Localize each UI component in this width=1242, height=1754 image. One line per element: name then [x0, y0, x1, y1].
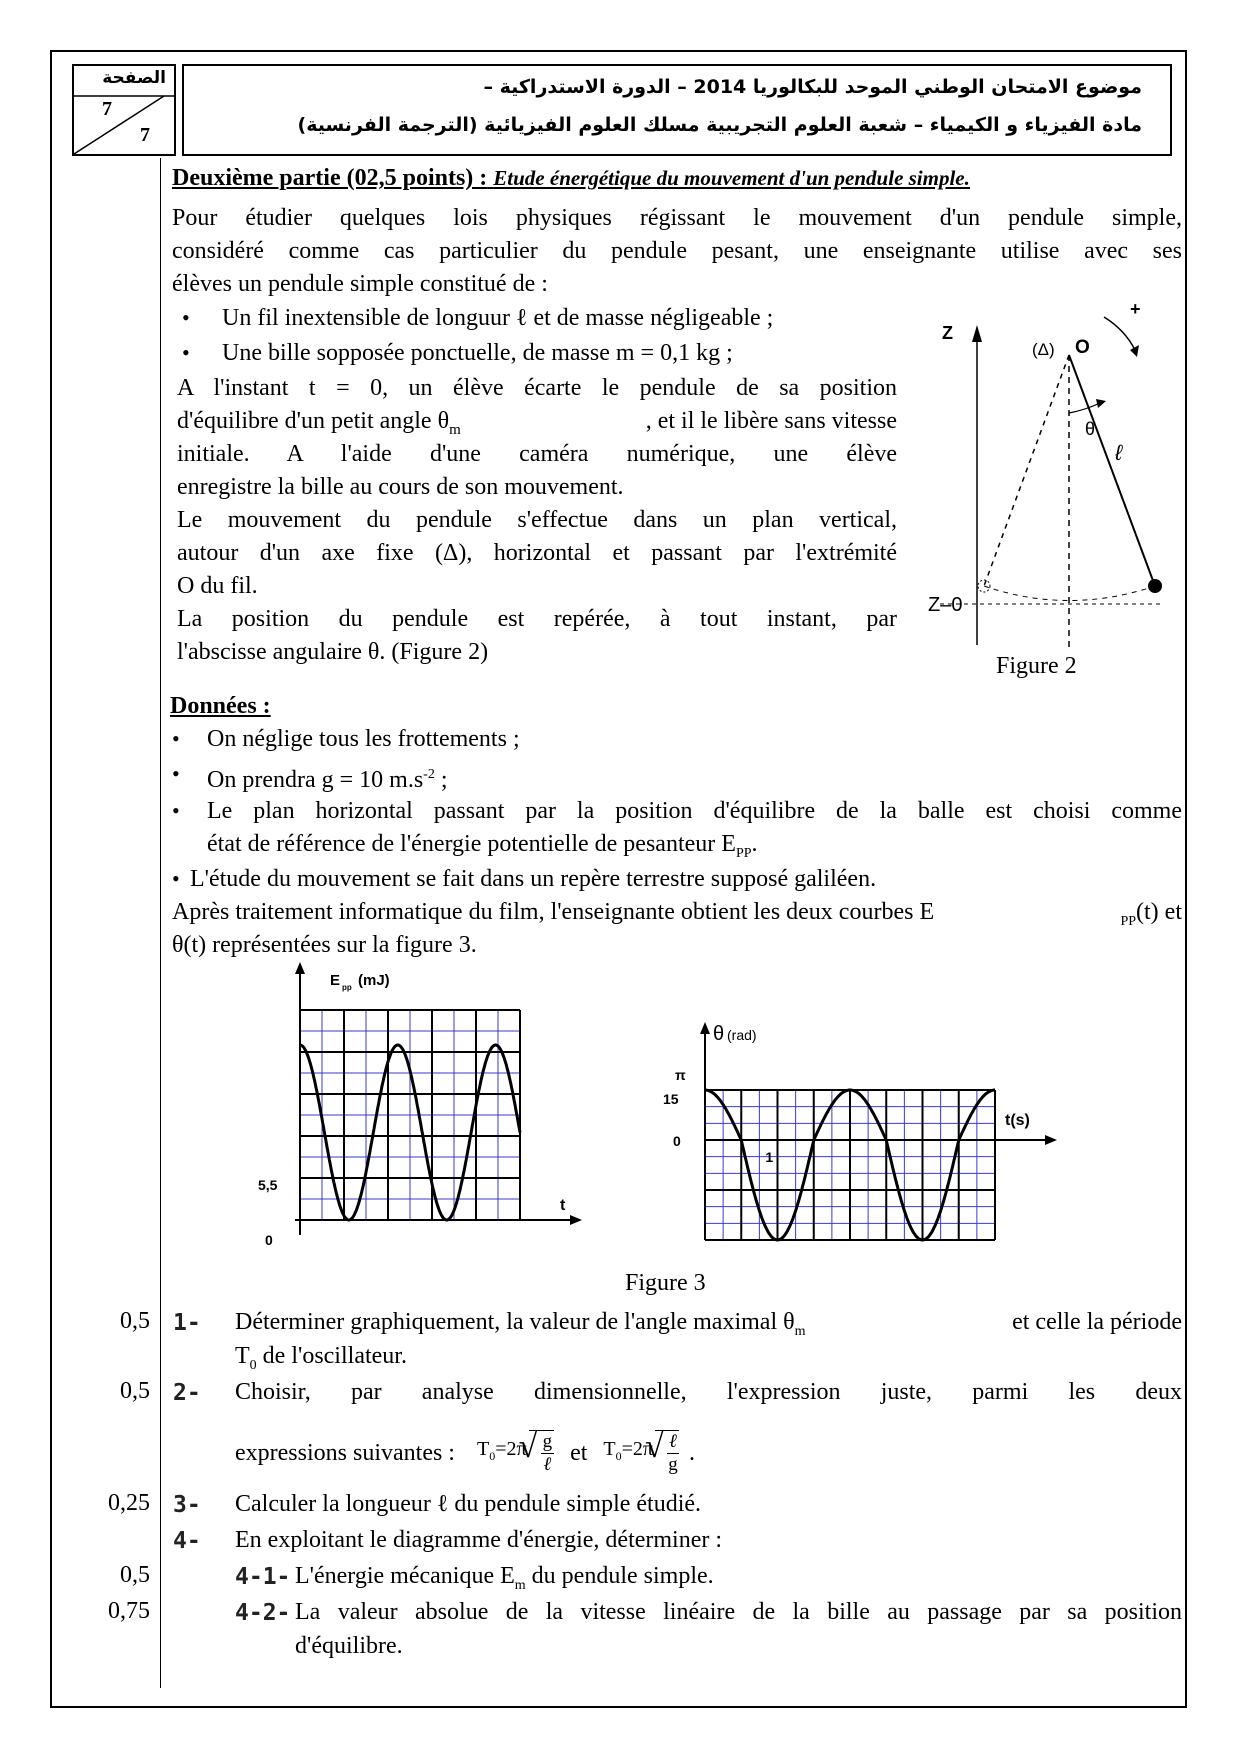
- q2-line-2: expressions suivantes : $T_0=2\pi$ √ g ℓ et $T_0=2\pi$ √ ℓ g .: [235, 1428, 695, 1475]
- q1-line-1: Déterminer graphiquement, la valeur de l'angle maximal $\theta_m$ et celle la période: [235, 1309, 1182, 1339]
- z-axis-arrow: [972, 325, 982, 342]
- q2-number: 2-: [173, 1380, 201, 1406]
- exam-title-box: [182, 64, 1172, 156]
- theta-label: θ: [1085, 419, 1096, 439]
- q41-text: L'énergie mécanique $E_m$ du pendule simple.: [295, 1563, 714, 1593]
- margin-line: [160, 158, 161, 1688]
- x-axis-arrow: [570, 1215, 582, 1225]
- q41-number: 4-1-: [235, 1564, 291, 1590]
- bullet-1: Un fil inextensible de longuur ℓ et de masse négligeable ;: [222, 305, 774, 331]
- page-number-box: [72, 64, 176, 156]
- p2-line-3: O du fil.: [177, 573, 258, 599]
- pendulum-figure: [920, 295, 1180, 655]
- q41-score: 0,5: [120, 1562, 150, 1588]
- o-label: O: [1075, 337, 1090, 358]
- q3-number: 3-: [173, 1492, 201, 1518]
- q3-text: Calculer la longueur ℓ du pendule simple étudié.: [235, 1491, 702, 1517]
- epp-chart: [258, 960, 630, 1260]
- exam-title-line2: مادة الفيزياء و الكيمياء – شعبة العلوم التجريبية مسلك العلوم الفيزيائية (الترجمة الفرنسية): [297, 114, 1142, 136]
- p3-line-1: La position du pendule est repérée, à tout instant, par: [177, 606, 897, 632]
- p2-line-1: Le mouvement du pendule s'effectue dans un plan vertical,: [177, 507, 897, 533]
- q1-number: 1-: [173, 1310, 201, 1336]
- section-subtitle: Etude énergétique du mouvement d'un pendule simple.: [493, 166, 970, 190]
- page-label: الصفحة: [102, 68, 166, 88]
- p1-line-1: A l'instant t = 0, un élève écarte le pendule de sa position: [177, 375, 897, 401]
- y-axis-arrow: [700, 1022, 710, 1034]
- section-heading: Deuxième partie (02,5 points) : Etude énergétique du mouvement d'un pendule simple.: [172, 165, 970, 191]
- intro-line-1: Pour étudier quelques lois physiques régissant le mouvement d'un pendule simple,: [172, 205, 1182, 231]
- theta-arc: [1069, 403, 1100, 413]
- q2-score: 0,5: [120, 1378, 150, 1404]
- after-line-1: Après traitement informatique du film, l'enseignante obtient les deux courbes E $_{PP}$(t) et: [172, 899, 1182, 929]
- y-axis-label-unit: (rad): [727, 1027, 757, 1043]
- donnee-3-line-1: Le plan horizontal passant par la position d'équilibre de la balle est choisi comme: [207, 798, 1182, 824]
- y-axis-arrow: [295, 962, 305, 974]
- intro-line-3: élèves un pendule simple constitué de :: [172, 271, 548, 297]
- donnee-1: On néglige tous les frottements ;: [207, 726, 520, 752]
- q1-score: 0,5: [120, 1308, 150, 1334]
- q3-score: 0,25: [108, 1490, 150, 1516]
- q42-line-1: La valeur absolue de la vitesse linéaire de la bille au passage par sa position: [295, 1599, 1182, 1625]
- y-tick-0: 0: [673, 1133, 681, 1149]
- page-total: 7: [140, 124, 150, 146]
- y-tick-15: 15: [663, 1091, 679, 1107]
- pi-label: π: [675, 1067, 686, 1083]
- delta-label: (Δ): [1032, 340, 1055, 359]
- q2-line-1: Choisir, par analyse dimensionnelle, l'expression juste, parmi les deux: [235, 1379, 1182, 1405]
- q1-line-2: $T_0$ de l'oscillateur.: [235, 1343, 407, 1373]
- y-axis-label-sub: pp: [342, 983, 352, 992]
- intro-line-2: considéré comme cas particulier du pendule pesant, une enseignante utilise avec ses: [172, 238, 1182, 264]
- y-tick-5-5: 5,5: [258, 1177, 278, 1193]
- x-axis-arrow: [1045, 1135, 1057, 1145]
- donnee-2: On prendra g = 10 $m.s^{-2}$ ;: [207, 767, 448, 793]
- donnee-4: L'étude du mouvement se fait dans un repère terrestre supposé galiléen.: [190, 866, 877, 892]
- figure2-caption: Figure 2: [996, 653, 1077, 679]
- p2-line-2: autour d'un axe fixe (Δ), horizontal et passant par l'extrémité: [177, 540, 897, 566]
- symmetric-position: [984, 355, 1069, 586]
- figure3-caption: Figure 3: [625, 1270, 706, 1296]
- p1-line-3: initiale. A l'aide d'une caméra numérique, une élève: [177, 441, 897, 467]
- p3-line-2: l'abscisse angulaire θ. (Figure 2): [177, 639, 489, 665]
- x-axis-label: t(s): [1005, 1112, 1030, 1129]
- after-line-2: θ(t) représentées sur la figure 3.: [172, 932, 477, 958]
- pendulum-string: [1069, 355, 1155, 586]
- q42-line-2: d'équilibre.: [295, 1633, 403, 1659]
- x-axis-label: t: [560, 1197, 566, 1214]
- donnees-title: Données :: [170, 693, 271, 719]
- y-axis-label-unit: (mJ): [358, 972, 390, 989]
- exam-title-line1: موضوع الامتحان الوطني الموحد للبكالوريا 2014 – الدورة الاستدراكية –: [483, 76, 1142, 98]
- length-label: ℓ: [1115, 440, 1123, 465]
- bullet-2: Une bille sopposée ponctuelle, de masse m = 0,1 kg ;: [222, 340, 733, 366]
- x-tick-1: 1: [765, 1149, 774, 1165]
- plus-label: +: [1130, 299, 1141, 319]
- y-axis-label-main: E: [330, 972, 341, 989]
- page-number: 7: [102, 98, 112, 120]
- p1-line-4: enregistre la bille au cours de son mouvement.: [177, 474, 624, 500]
- z0-label: Z–0: [928, 594, 963, 616]
- q42-score: 0,75: [108, 1598, 150, 1624]
- q4-number: 4-: [173, 1528, 201, 1554]
- z-axis-label: Z: [942, 323, 953, 343]
- q4-text: En exploitant le diagramme d'énergie, déterminer :: [235, 1527, 723, 1553]
- q42-number: 4-2-: [235, 1600, 291, 1626]
- y-tick-0: 0: [265, 1232, 273, 1248]
- theta-chart: [640, 1010, 1080, 1255]
- positive-direction-arc: [1104, 317, 1135, 350]
- p1-line-2: d'équilibre d'un petit angle $\theta_m$ , et il le libère sans vitesse: [177, 408, 897, 438]
- y-axis-label-main: θ: [713, 1023, 725, 1045]
- donnee-3-line-2: état de référence de l'énergie potentielle de pesanteur $E_{PP}$.: [207, 831, 758, 861]
